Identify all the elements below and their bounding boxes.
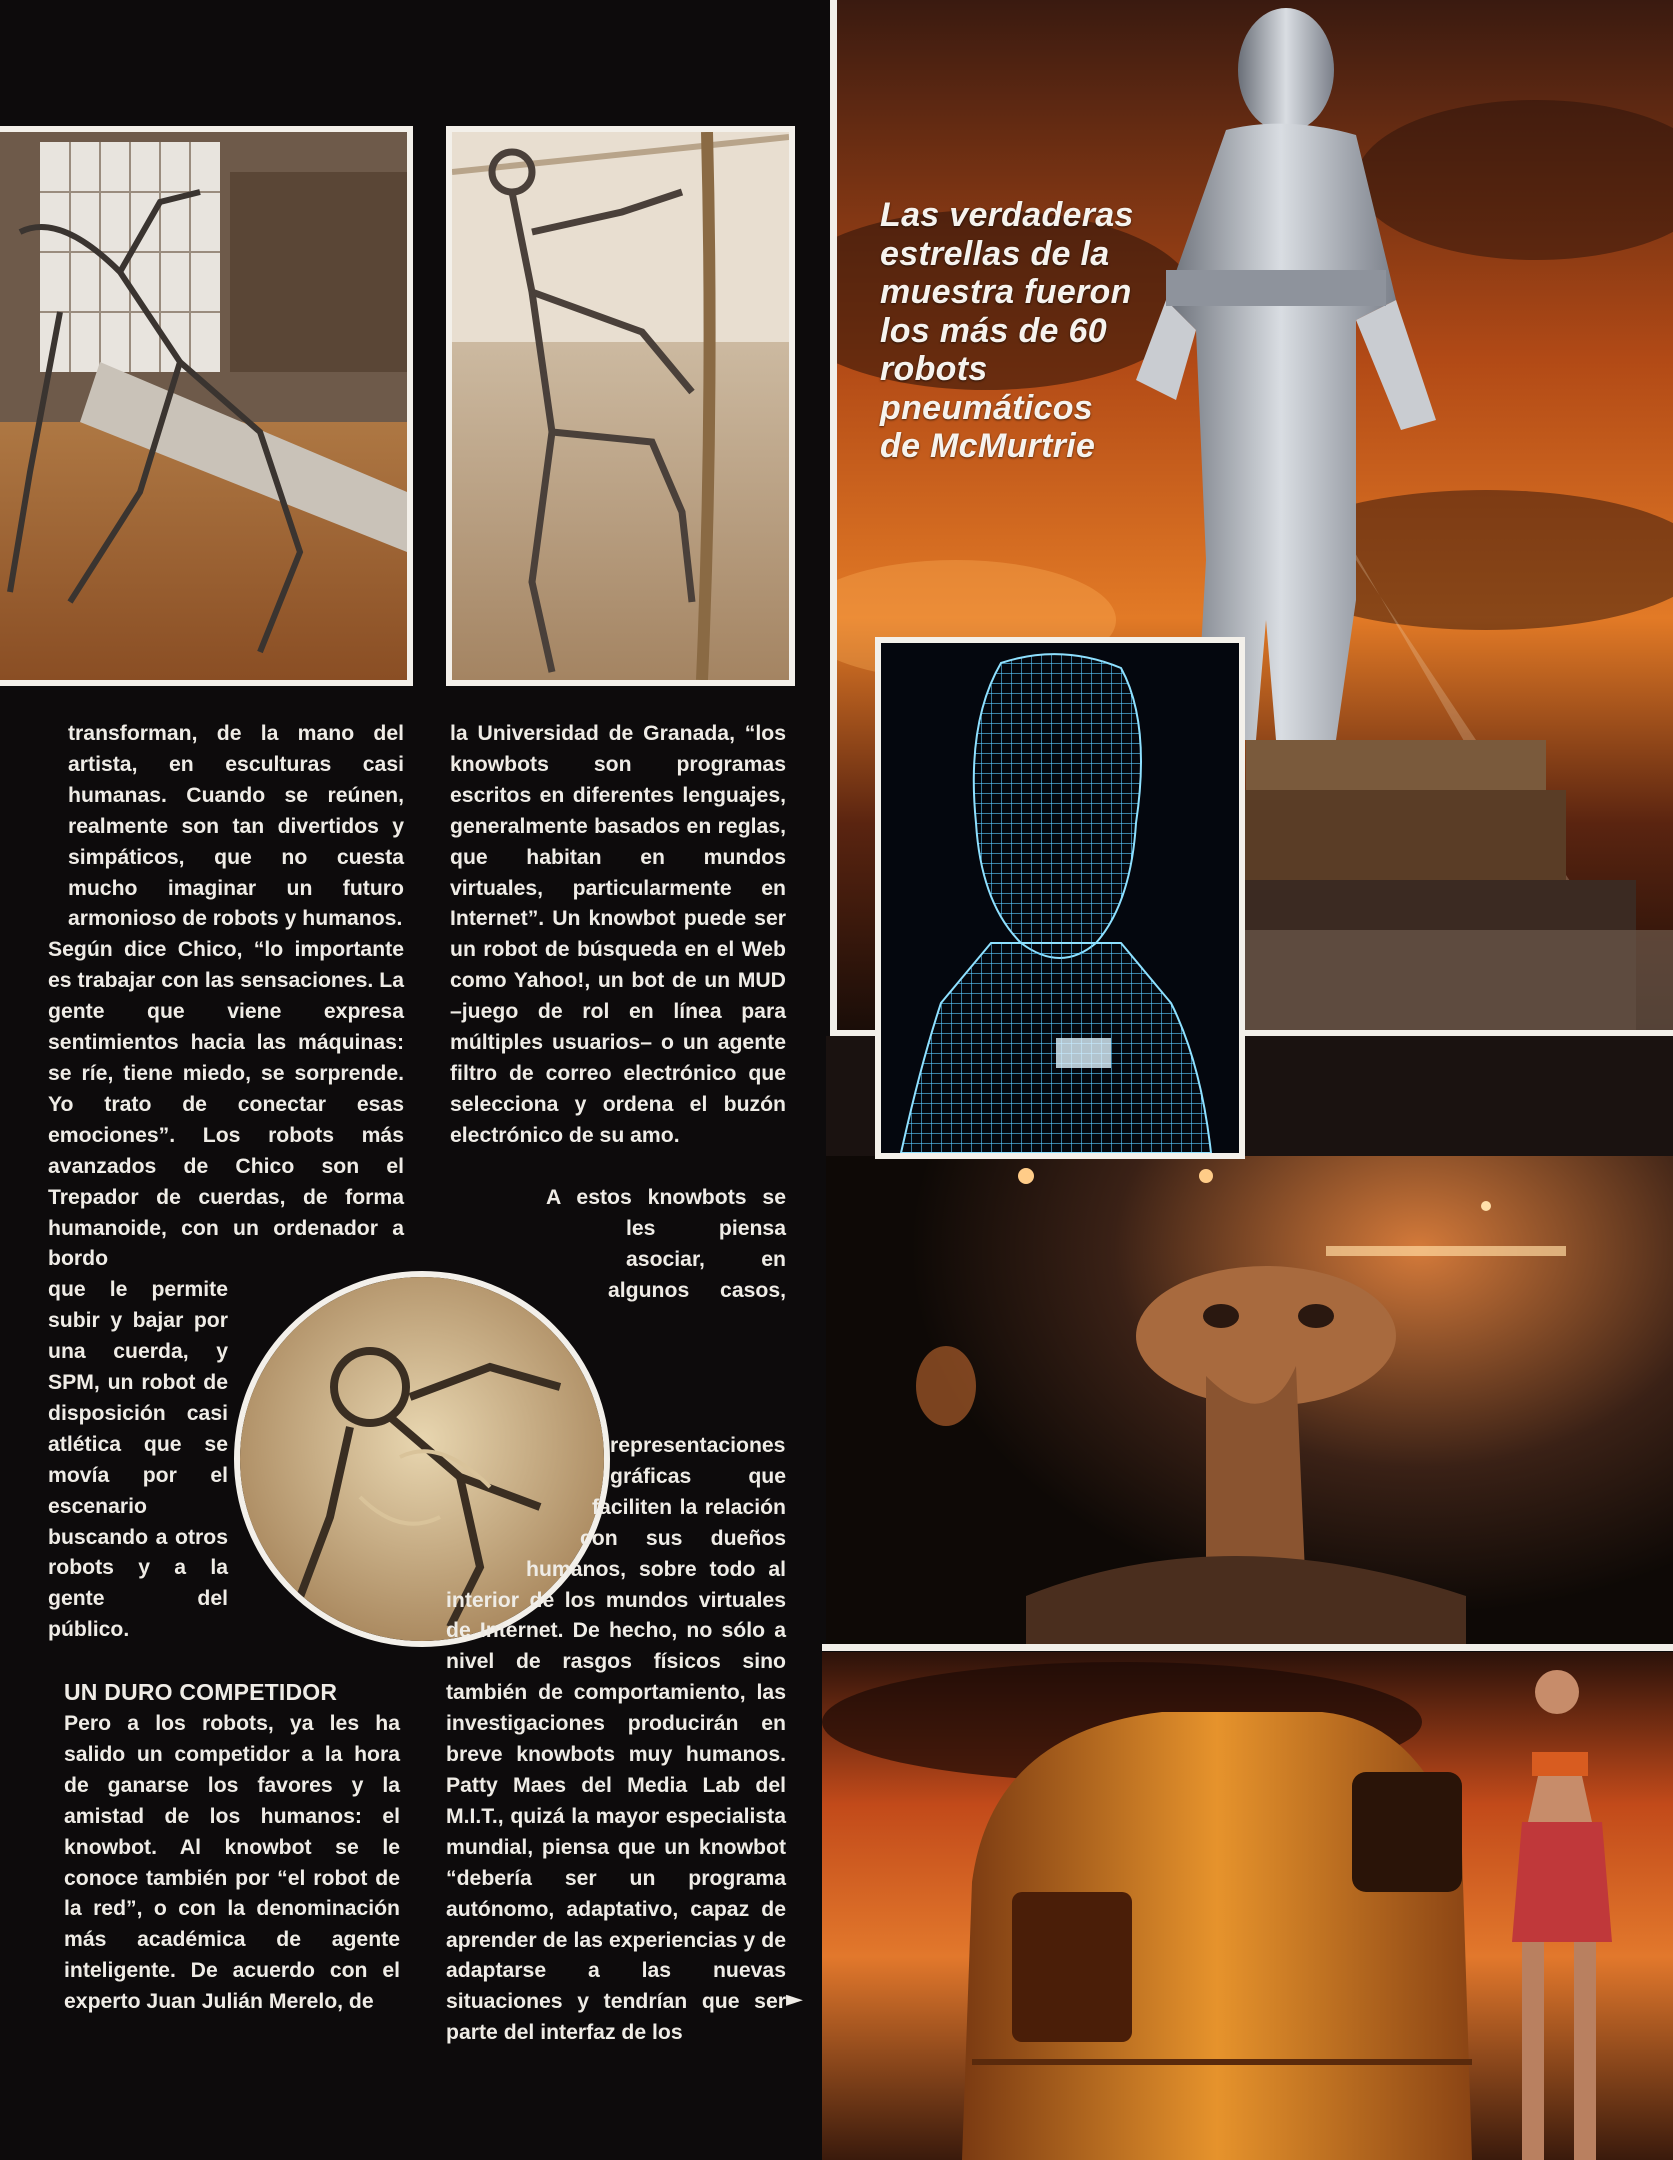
robot-sculpture-left-photo [0, 126, 413, 686]
col1-paragraph-3: Pero a los robots, ya les ha salido un competidor a la hora de ganarse los favores y la amistad de los humanos: el knowbot. Al knowbot se le conoce también por “el robot de la red”, o con la denominación más académica de agente inteligente. De acuerdo con el experto Juan Julián Merelo, de [64, 1712, 400, 2014]
pull-quote: Las verdaderas estrellas de la muestra fueron los más de 60 robots pneumáticos de McMurtrie [880, 196, 1134, 465]
col1-paragraph-1: transforman, de la mano del artista, en esculturas casi humanas. Cuando se reúnen, realmente son tan divertidos y simpáticos, que no cuesta mucho imaginar un futuro armonioso de robots y humanos. [68, 722, 404, 931]
col1-paragraph-2: Según dice Chico, “lo importante es trabajar con las sensaciones. La gente que viene expresa sentimientos hacia las máquinas: se ríe, tiene miedo, se sorprende. Yo trato de conectar esas emociones”. Los robots más avanzados de Chico son el Trepador de cuerdas, de forma humanoide, con un ordenador a bordo [48, 938, 404, 1271]
continue-arrow: ► [786, 1987, 803, 2012]
robot-sculpture-right-photo [446, 126, 795, 686]
vertical-divider [830, 0, 837, 1030]
caravan-photo [822, 1652, 1673, 2160]
section-heading: UN DURO COMPETIDOR [64, 1679, 338, 1705]
text-column-2-wrap [446, 1183, 786, 2049]
horizontal-divider-1b [1245, 1030, 1673, 1036]
wireframe-head-photo [875, 637, 1245, 1159]
col2-paragraph-2: A estos knowbots se les piensa asociar, en algunos casos, representaciones gráficas que faciliten la relación con sus dueños humanos, sobre todo al interior de los mundos virtuales de Internet. De hecho, no sólo a nivel de rasgos físicos sino también de comportamiento, las investigaciones producirán en breve knowbots muy humanos. Patty Maes del Media Lab del M.I.T., quizá la mayor especialista mundial, piensa que un knowbot “debería ser un programa autónomo, adaptativo, capaz de aprender de las experiencias y de adaptarse a las nuevas situaciones y tendrían que ser parte del interfaz de los [446, 1186, 786, 2045]
horizontal-divider-2 [822, 1644, 1673, 1651]
col2-paragraph-1: la Universidad de Granada, “los knowbots son programas escritos en diferentes lenguajes, generalmente basados en reglas, que habitan en mundos virtuales, particularmente en Internet”. Un knowbot puede ser un robot de búsqueda en el Web como Yahoo!, un bot de un MUD –juego de rol en línea para múltiples usuarios– o un agente filtro de correo electrónico que selecciona y ordena el buzón electrónico de su amo. [450, 722, 786, 1147]
horizontal-divider-1 [830, 1030, 876, 1036]
text-column-2 [446, 719, 786, 1152]
text-column-1-bottom [64, 1709, 400, 2018]
col1-paragraph-2-wrap: que le permite subir y bajar por una cuerda, y SPM, un robot de disposición casi atlética que se movía por el escenario buscando a otros robots y a la gente del público. [48, 1278, 228, 1642]
